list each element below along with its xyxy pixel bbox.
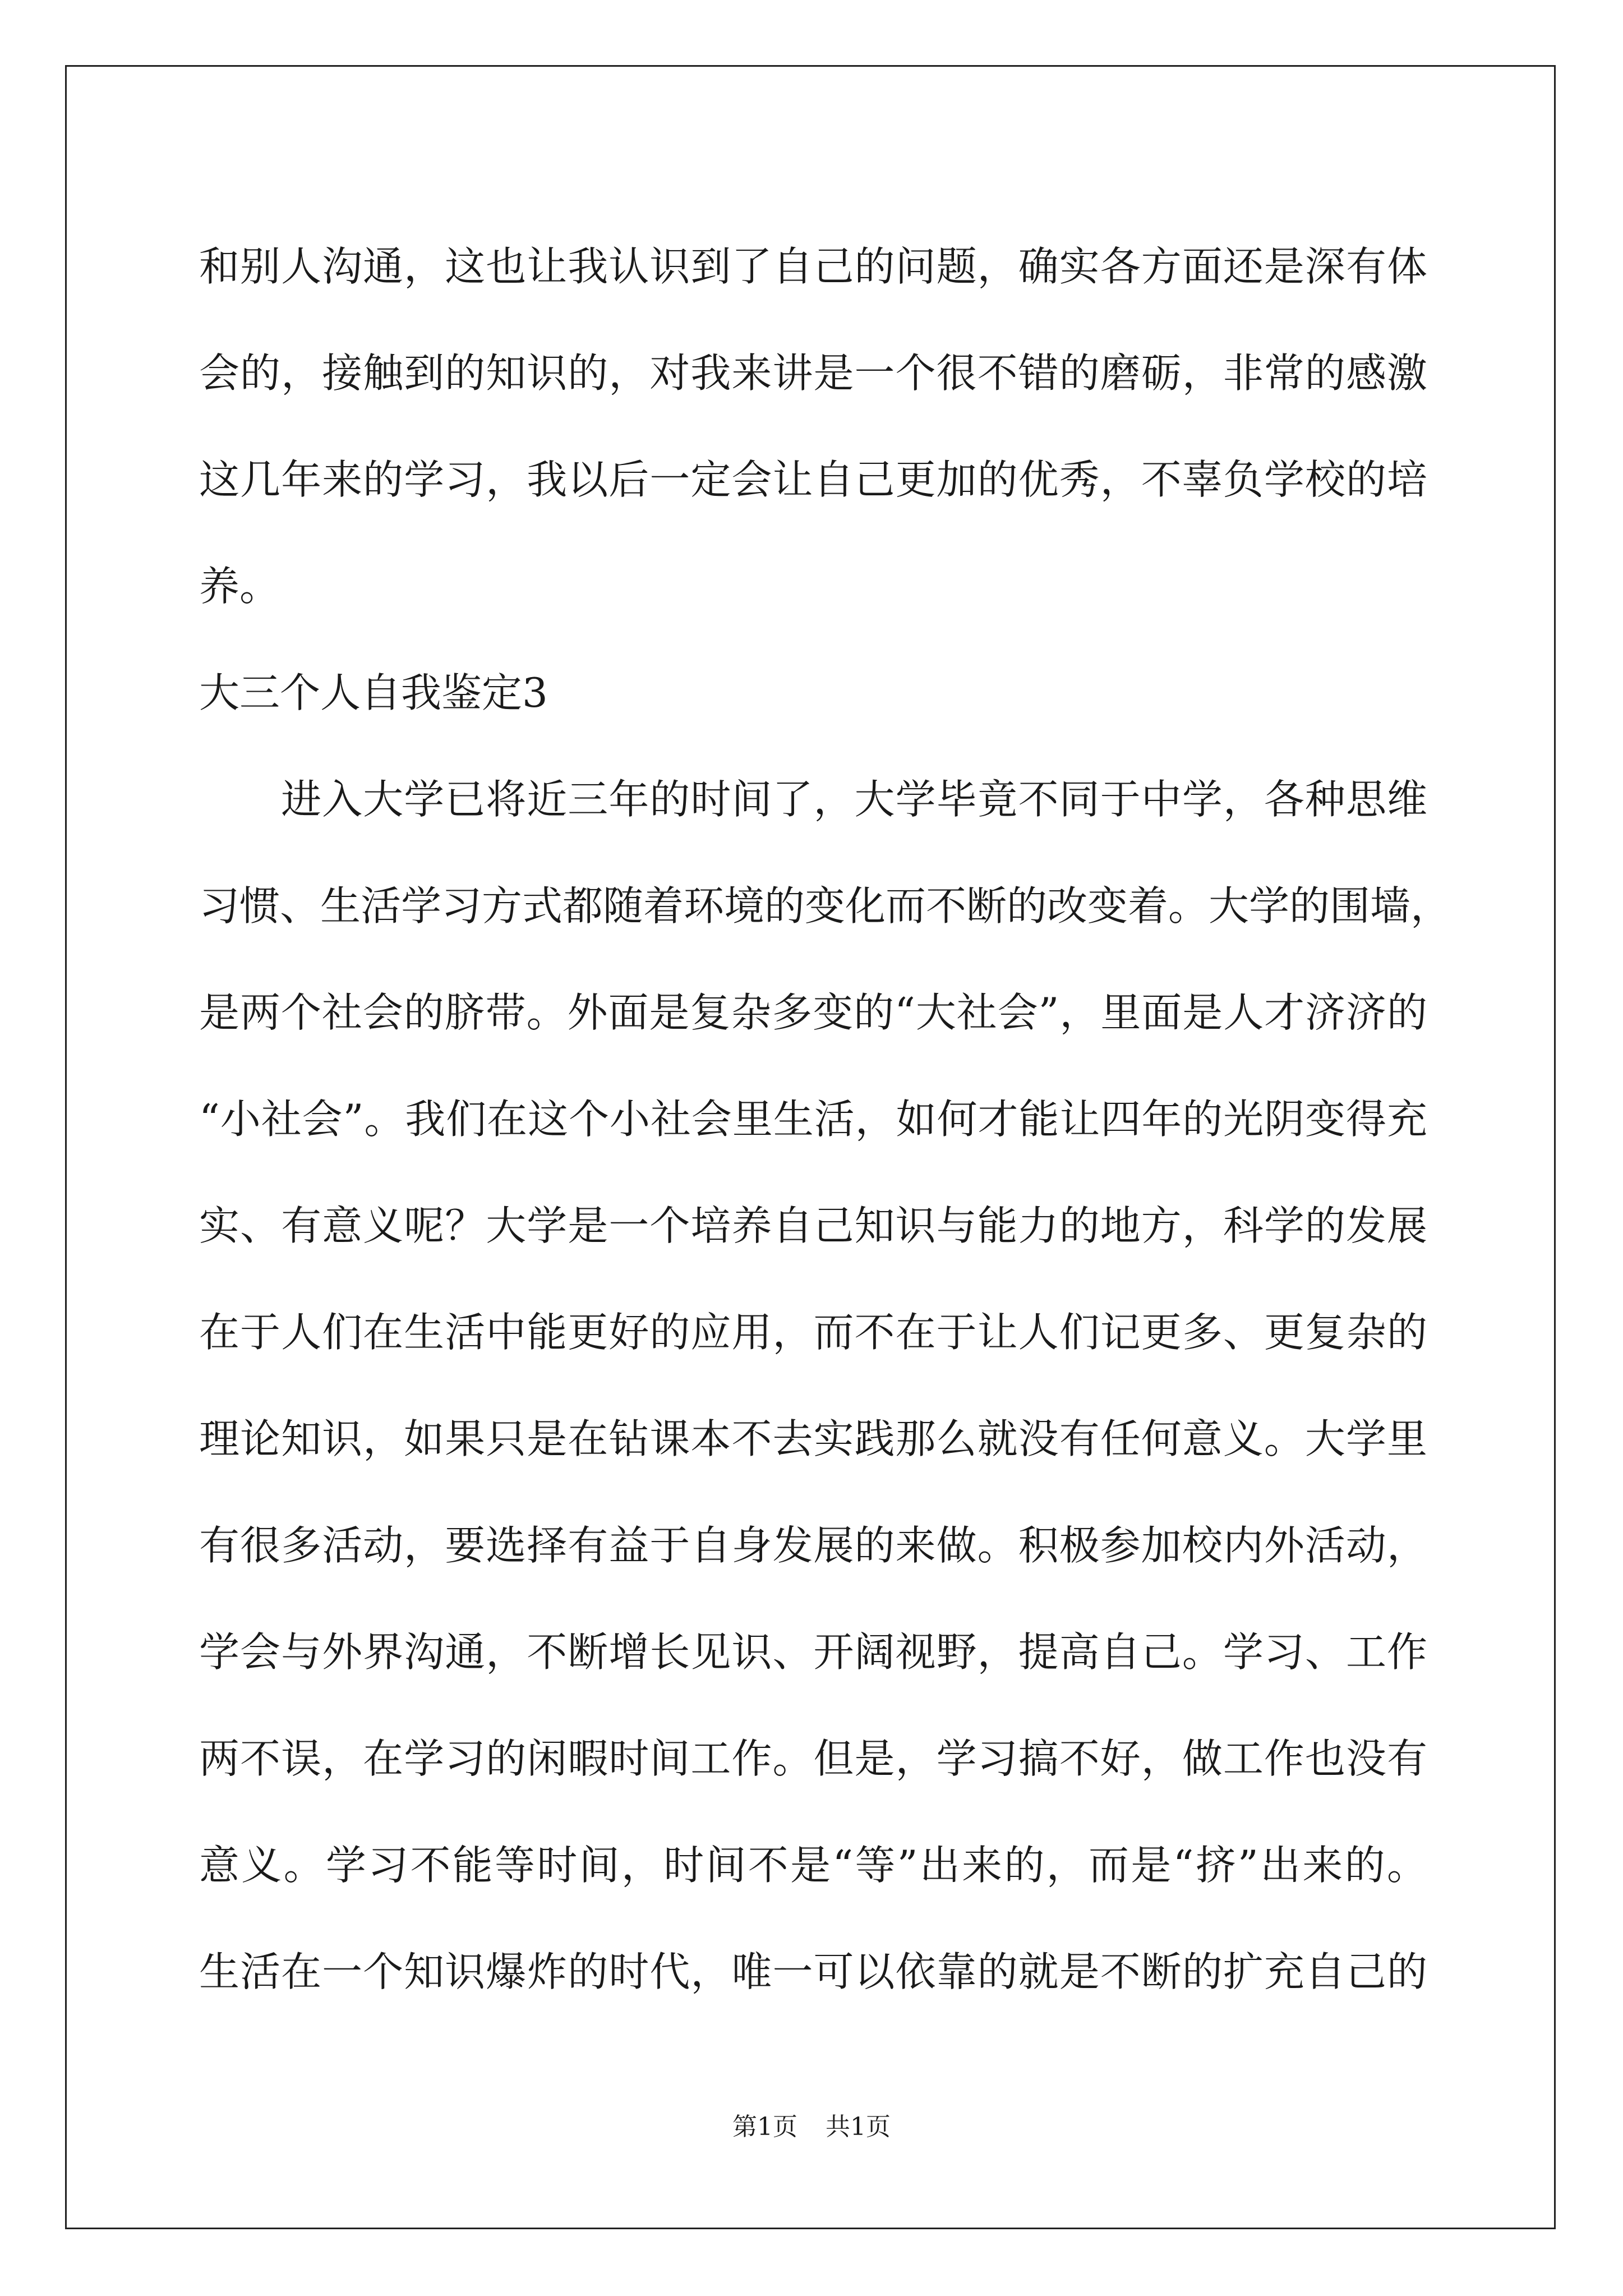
- text-line: 这几年来的学习，我以后一定会让自己更加的优秀，不辜负学校的培: [199, 456, 1427, 503]
- text-line: 是两个社会的脐带。外面是复杂多变的“大社会”，里面是人才济济的: [199, 989, 1427, 1036]
- text-line: 意义。学习不能等时间，时间不是“等”出来的，而是“挤”出来的。: [199, 1842, 1427, 1889]
- text-line: 有很多活动，要选择有益于自身发展的来做。积极参加校内外活动，: [199, 1522, 1427, 1569]
- text-line: 进入大学已将近三年的时间了，大学毕竟不同于中学，各种思维: [199, 776, 1427, 823]
- section-heading: 大三个人自我鉴定3: [199, 669, 548, 716]
- text-line: 和别人沟通，这也让我认识到了自己的问题，确实各方面还是深有体: [199, 243, 1427, 290]
- text-line: 实、有意义呢？大学是一个培养自己知识与能力的地方，科学的发展: [199, 1202, 1427, 1249]
- text-line: 两不误，在学习的闲暇时间工作。但是，学习搞不好，做工作也没有: [199, 1735, 1427, 1782]
- text-line: 会的，接触到的知识的，对我来讲是一个很不错的磨砺，非常的感激: [199, 349, 1427, 397]
- page-total: 共1页: [826, 2113, 891, 2141]
- document-body: [199, 213, 1451, 2025]
- page-footer: [0, 2106, 1623, 2142]
- text-line: 学会与外界沟通，不断增长见识、开阔视野，提高自己。学习、工作: [199, 1628, 1427, 1676]
- text-line: 在于人们在生活中能更好的应用，而不在于让人们记更多、更复杂的: [199, 1309, 1427, 1356]
- text-line: “小社会”。我们在这个小社会里生活，如何才能让四年的光阴变得充: [199, 1096, 1427, 1143]
- text-line: 生活在一个知识爆炸的时代，唯一可以依靠的就是不断的扩充自己的: [199, 1948, 1427, 1995]
- text-line: 理论知识，如果只是在钻课本不去实践那么就没有任何意义。大学里: [199, 1415, 1427, 1462]
- page-number: 第1页: [732, 2113, 797, 2141]
- text-line: 习惯、生活学习方式都随着环境的变化而不断的改变着。大学的围墙，: [199, 882, 1451, 930]
- text-line: 养。: [199, 563, 280, 610]
